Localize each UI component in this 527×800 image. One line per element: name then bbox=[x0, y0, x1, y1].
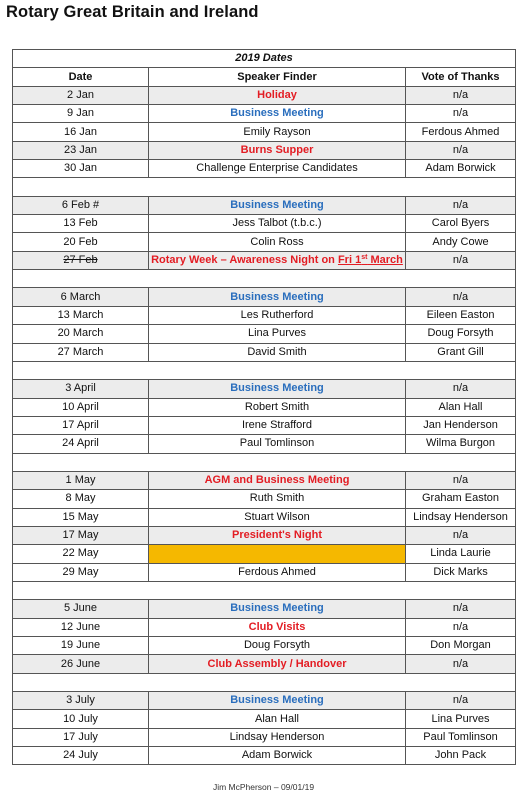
vote-of-thanks-cell: Doug Forsyth bbox=[406, 325, 516, 343]
date-cell: 24 July bbox=[13, 747, 149, 765]
vote-of-thanks-cell: Adam Borwick bbox=[406, 160, 516, 178]
date-cell: 23 Jan bbox=[13, 141, 149, 159]
date-cell: 9 Jan bbox=[13, 105, 149, 123]
date-cell: 20 March bbox=[13, 325, 149, 343]
separator-row bbox=[13, 453, 516, 471]
separator-row bbox=[13, 673, 516, 691]
speaker-cell: Ferdous Ahmed bbox=[149, 563, 406, 581]
speaker-cell: Robert Smith bbox=[149, 398, 406, 416]
table-row bbox=[13, 380, 516, 398]
table-row bbox=[13, 545, 516, 563]
speaker-cell bbox=[149, 545, 406, 563]
separator-cell bbox=[13, 270, 516, 288]
speaker-cell: Business Meeting bbox=[149, 105, 406, 123]
speaker-cell: Business Meeting bbox=[149, 380, 406, 398]
speaker-cell: Emily Rayson bbox=[149, 123, 406, 141]
speaker-cell: Holiday bbox=[149, 86, 406, 104]
vote-of-thanks-cell: n/a bbox=[406, 600, 516, 618]
date-cell: 6 March bbox=[13, 288, 149, 306]
vote-of-thanks-cell: Lindsay Henderson bbox=[406, 508, 516, 526]
table-row bbox=[13, 490, 516, 508]
date-cell: 5 June bbox=[13, 600, 149, 618]
vote-of-thanks-cell: Eileen Easton bbox=[406, 306, 516, 324]
vote-of-thanks-cell: Carol Byers bbox=[406, 215, 516, 233]
speaker-cell: Club Visits bbox=[149, 618, 406, 636]
page-heading: Rotary Great Britain and Ireland bbox=[6, 3, 259, 21]
table-row bbox=[13, 398, 516, 416]
table-row bbox=[13, 86, 516, 104]
vote-of-thanks-cell: n/a bbox=[406, 692, 516, 710]
table-row bbox=[13, 160, 516, 178]
vote-of-thanks-cell: n/a bbox=[406, 526, 516, 544]
speaker-cell: Paul Tomlinson bbox=[149, 435, 406, 453]
footer-author-date: Jim McPherson – 09/01/19 bbox=[212, 782, 315, 792]
speaker-cell: Adam Borwick bbox=[149, 747, 406, 765]
vote-of-thanks-cell: John Pack bbox=[406, 747, 516, 765]
table-row bbox=[13, 196, 516, 214]
table-row bbox=[13, 563, 516, 581]
speaker-cell bbox=[149, 251, 406, 269]
table-row bbox=[13, 288, 516, 306]
separator-row bbox=[13, 178, 516, 196]
vote-of-thanks-cell: Alan Hall bbox=[406, 398, 516, 416]
date-cell: 16 Jan bbox=[13, 123, 149, 141]
speaker-cell: Alan Hall bbox=[149, 710, 406, 728]
table-row bbox=[13, 141, 516, 159]
speaker-cell: AGM and Business Meeting bbox=[149, 471, 406, 489]
date-cell: 10 April bbox=[13, 398, 149, 416]
speaker-cell: Les Rutherford bbox=[149, 306, 406, 324]
table-row bbox=[13, 710, 516, 728]
vote-of-thanks-cell: n/a bbox=[406, 86, 516, 104]
vote-of-thanks-cell: n/a bbox=[406, 655, 516, 673]
table-row bbox=[13, 655, 516, 673]
date-cell: 17 May bbox=[13, 526, 149, 544]
table-row bbox=[13, 526, 516, 544]
date-cell: 12 June bbox=[13, 618, 149, 636]
vote-of-thanks-cell: Ferdous Ahmed bbox=[406, 123, 516, 141]
schedule-table-body bbox=[13, 50, 516, 765]
date-cell: 3 April bbox=[13, 380, 149, 398]
speaker-cell: Jess Talbot (t.b.c.) bbox=[149, 215, 406, 233]
date-cell: 17 July bbox=[13, 728, 149, 746]
table-title: 2019 Dates bbox=[13, 50, 516, 68]
speaker-cell: Club Assembly / Handover bbox=[149, 655, 406, 673]
speaker-cell: Challenge Enterprise Candidates bbox=[149, 160, 406, 178]
date-cell: 26 June bbox=[13, 655, 149, 673]
vote-of-thanks-cell: Graham Easton bbox=[406, 490, 516, 508]
table-row bbox=[13, 105, 516, 123]
date-cell: 10 July bbox=[13, 710, 149, 728]
separator-cell bbox=[13, 581, 516, 599]
separator-cell bbox=[13, 673, 516, 691]
speaker-cell: Ruth Smith bbox=[149, 490, 406, 508]
date-cell: 6 Feb # bbox=[13, 196, 149, 214]
table-row bbox=[13, 600, 516, 618]
table-row bbox=[13, 728, 516, 746]
table-row bbox=[13, 233, 516, 251]
separator-cell bbox=[13, 361, 516, 379]
table-row bbox=[13, 435, 516, 453]
speaker-cell: Business Meeting bbox=[149, 196, 406, 214]
date-cell: 27 March bbox=[13, 343, 149, 361]
speaker-cell: Burns Supper bbox=[149, 141, 406, 159]
date-cell: 24 April bbox=[13, 435, 149, 453]
speaker-cell: Irene Strafford bbox=[149, 416, 406, 434]
event-date-text bbox=[338, 254, 403, 266]
vote-of-thanks-cell: Grant Gill bbox=[406, 343, 516, 361]
date-cell: 8 May bbox=[13, 490, 149, 508]
speaker-cell: David Smith bbox=[149, 343, 406, 361]
table-row bbox=[13, 215, 516, 233]
date-cell: 1 May bbox=[13, 471, 149, 489]
date-cell: 22 May bbox=[13, 545, 149, 563]
separator-row bbox=[13, 361, 516, 379]
date-cell: 30 Jan bbox=[13, 160, 149, 178]
speaker-cell: Lina Purves bbox=[149, 325, 406, 343]
speaker-cell: Business Meeting bbox=[149, 288, 406, 306]
table-row bbox=[13, 325, 516, 343]
date-cell: 19 June bbox=[13, 637, 149, 655]
speaker-text: Rotary Week – Awareness Night on bbox=[151, 253, 338, 266]
column-header-date: Date bbox=[13, 68, 149, 86]
vote-of-thanks-cell: Don Morgan bbox=[406, 637, 516, 655]
speaker-cell: Colin Ross bbox=[149, 233, 406, 251]
table-row bbox=[13, 471, 516, 489]
ordinal-suffix: st bbox=[361, 253, 368, 261]
vote-of-thanks-cell: n/a bbox=[406, 618, 516, 636]
separator-cell bbox=[13, 178, 516, 196]
date-cell: 15 May bbox=[13, 508, 149, 526]
vote-of-thanks-cell: n/a bbox=[406, 196, 516, 214]
vote-of-thanks-cell: n/a bbox=[406, 141, 516, 159]
table-row bbox=[13, 416, 516, 434]
speaker-cell: Lindsay Henderson bbox=[149, 728, 406, 746]
vote-of-thanks-cell: n/a bbox=[406, 288, 516, 306]
date-cell: 17 April bbox=[13, 416, 149, 434]
vote-of-thanks-cell: Jan Henderson bbox=[406, 416, 516, 434]
table-row bbox=[13, 637, 516, 655]
separator-row bbox=[13, 270, 516, 288]
vote-of-thanks-cell: n/a bbox=[406, 251, 516, 269]
table-row bbox=[13, 618, 516, 636]
date-cell: 3 July bbox=[13, 692, 149, 710]
speaker-cell: President's Night bbox=[149, 526, 406, 544]
separator-row bbox=[13, 581, 516, 599]
separator-cell bbox=[13, 453, 516, 471]
table-row bbox=[13, 508, 516, 526]
column-header-vote-of-thanks: Vote of Thanks bbox=[406, 68, 516, 86]
header-row bbox=[13, 68, 516, 86]
speaker-cell: Stuart Wilson bbox=[149, 508, 406, 526]
vote-of-thanks-cell: Andy Cowe bbox=[406, 233, 516, 251]
schedule-table bbox=[12, 49, 516, 765]
table-row bbox=[13, 123, 516, 141]
speaker-cell: Business Meeting bbox=[149, 600, 406, 618]
vote-of-thanks-cell: Dick Marks bbox=[406, 563, 516, 581]
vote-of-thanks-cell: n/a bbox=[406, 380, 516, 398]
date-cell: 13 March bbox=[13, 306, 149, 324]
vote-of-thanks-cell: n/a bbox=[406, 105, 516, 123]
speaker-cell: Doug Forsyth bbox=[149, 637, 406, 655]
vote-of-thanks-cell: Lina Purves bbox=[406, 710, 516, 728]
table-row bbox=[13, 251, 516, 269]
vote-of-thanks-cell: Paul Tomlinson bbox=[406, 728, 516, 746]
event-date-main: Fri 1 bbox=[337, 253, 362, 266]
date-cell: 29 May bbox=[13, 563, 149, 581]
date-cell: 2 Jan bbox=[13, 86, 149, 104]
table-row bbox=[13, 343, 516, 361]
date-cell: 27 Feb bbox=[13, 251, 149, 269]
date-cell: 20 Feb bbox=[13, 233, 149, 251]
vote-of-thanks-cell: Wilma Burgon bbox=[406, 435, 516, 453]
table-row bbox=[13, 747, 516, 765]
table-row bbox=[13, 692, 516, 710]
column-header-speaker-finder: Speaker Finder bbox=[149, 68, 406, 86]
event-date-tail: March bbox=[367, 253, 403, 266]
vote-of-thanks-cell: Linda Laurie bbox=[406, 545, 516, 563]
table-title-row bbox=[13, 50, 516, 68]
table-row bbox=[13, 306, 516, 324]
speaker-cell: Business Meeting bbox=[149, 692, 406, 710]
vote-of-thanks-cell: n/a bbox=[406, 471, 516, 489]
date-cell: 13 Feb bbox=[13, 215, 149, 233]
